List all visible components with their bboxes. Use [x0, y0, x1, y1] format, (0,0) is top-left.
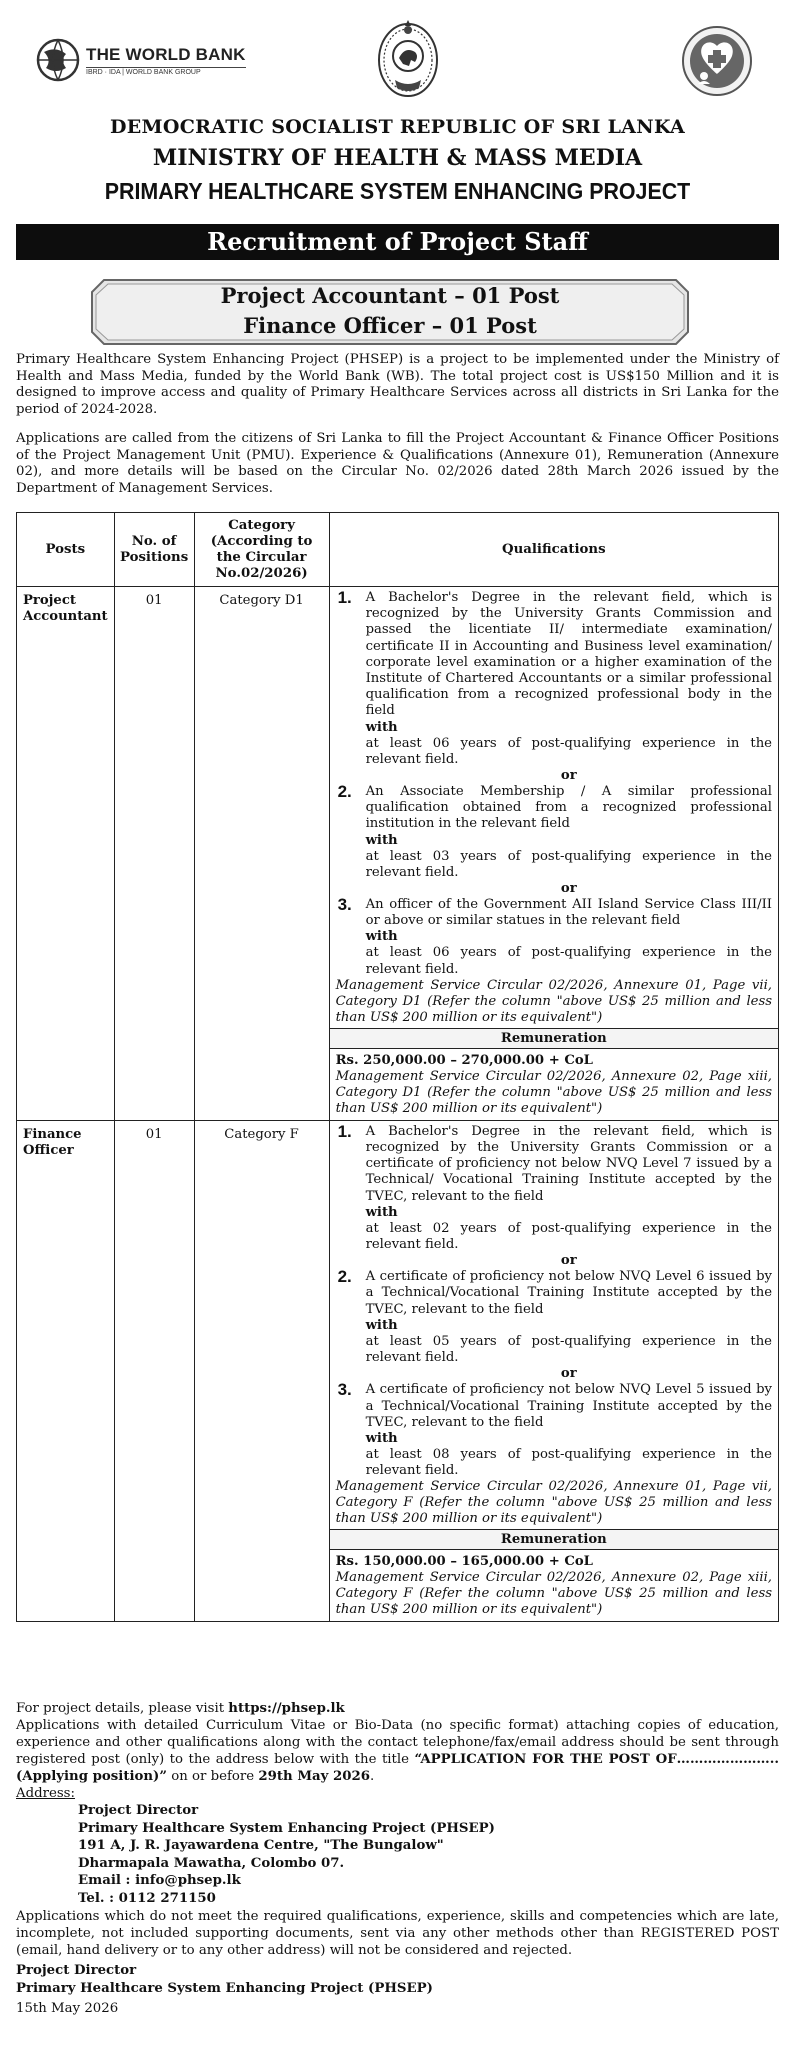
address-label: Address:	[16, 1786, 75, 1801]
table-header-row	[17, 513, 779, 587]
remuneration-circular: Management Service Circular 02/2026, Annexure 02, Page xiii, Category F (Refer the column "above US$ 25 million and less than US$ 200 million or its equivalent")	[335, 1570, 772, 1618]
with-label: with	[365, 1430, 398, 1446]
circular-reference: Management Service Circular 02/2026, Annexure 01, Page vii, Category F (Refer the column "above US$ 25 million and less than US$ 200 million or its equivalent")	[335, 1479, 772, 1527]
category: Category D1	[194, 587, 329, 1121]
post-accountant-title: Project Accountant – 01 Post	[220, 283, 560, 308]
signatory-org: Primary Healthcare System Enhancing Project (PHSEP)	[16, 1980, 433, 1996]
with-label: with	[365, 719, 398, 735]
post-finance-title: Finance Officer – 01 Post	[243, 313, 537, 338]
project-website-link[interactable]: https://phsep.lk	[228, 1701, 345, 1716]
world-bank-subtitle: IBRD · IDA | WORLD BANK GROUP	[86, 67, 246, 76]
header-posts: Posts	[17, 513, 115, 587]
experience-text: at least 06 years of post-qualifying experience in the relevant field.	[365, 735, 772, 767]
or-label: or	[560, 1253, 577, 1269]
intro-paragraph-1: Primary Healthcare System Enhancing Project (PHSEP) is a project to be implemented under the Ministry of Health and Mass Media, funded by the World Bank (WB). The total project cost is US$150 Million and it is designed to improve access and quality of Primary Healthcare Services across all districts in Sri Lanka for the period of 2024-2028.	[16, 352, 779, 417]
experience-text: at least 02 years of post-qualifying experience in the relevant field.	[365, 1220, 772, 1253]
sri-lanka-emblem-icon	[375, 16, 441, 100]
post-name: Project Accountant	[17, 587, 115, 1121]
qualification-item: 1. A Bachelor's Degree in the relevant field, which is recognized by the University Grants Commission and passed the licentiate II/ intermediate examination/ certificate II in Accounting and Business level examination/ corporate level examination or a higher examination of the Institute of Chartered Accountants or a similar professional qualification from a recognized professional body in the field	[337, 588, 772, 719]
with-label: with	[365, 1317, 398, 1333]
header-category: Category (According to the Circular No.02/2026)	[194, 513, 329, 587]
or-label: or	[560, 768, 577, 784]
world-bank-title: THE WORLD BANK	[86, 44, 246, 64]
post-name: Finance Officer	[17, 1120, 115, 1621]
intro-paragraph-2: Applications are called from the citizens of Sri Lanka to fill the Project Accountant & Finance Officer Positions of the Project Management Unit (PMU). Experience & Qualifications (Annexure 01), Remuneration (Annexure 02), and more details will be based on the Circular No. 02/2026 dated 28th March 2026 issued by the Department of Management Services.	[16, 431, 779, 496]
experience-text: at least 05 years of post-qualifying experience in the relevant field.	[365, 1333, 772, 1366]
address-line: 191 A, J. R. Jayawardena Centre, "The Bungalow"	[78, 1838, 444, 1854]
rejection-notice: Applications which do not meet the required qualifications, experience, skills and competencies which are late, incomplete, not included supporting documents, sent via any other methods other than REGISTERED POST (email, hand delivery or to any other address) will not be considered and rejected.	[16, 1908, 779, 1958]
phsep-logo-icon	[680, 24, 754, 98]
qualification-item: 2. A certificate of proficiency not below NVQ Level 6 issued by a Technical/Vocational Training Institute accepted by the TVEC, relevant to the field	[337, 1267, 772, 1317]
circular-reference: Management Service Circular 02/2026, Annexure 01, Page vii, Category D1 (Refer the column "above US$ 25 million and less than US$ 200 million or its equivalent")	[335, 977, 772, 1025]
or-label: or	[560, 1366, 577, 1382]
remuneration-label: Remuneration	[330, 1529, 778, 1550]
qualification-item: 2. An Associate Membership / A similar professional qualification obtained from a recognized professional institution in the relevant field	[337, 782, 772, 832]
logo-bar	[0, 0, 795, 110]
address-email[interactable]: Email : info@phsep.lk	[78, 1873, 241, 1889]
address-line: Dharmapala Mawatha, Colombo 07.	[78, 1855, 345, 1871]
world-bank-globe-icon	[36, 38, 80, 82]
application-instructions: Applications with detailed Curriculum Vitae or Bio-Data (no specific format) attaching copies of education, experience and other qualifications along with the contact telephone/fax/email address should be sent through registered post (only) to the address below with the title “APPLICATION FOR THE POST OF………………….. (Applying position)” on or before 29th May 2026.	[16, 1718, 779, 1784]
remuneration-value: Rs. 150,000.00 – 165,000.00 + CoL	[335, 1554, 593, 1570]
qualifications-cell	[329, 587, 778, 1121]
address-phone: Tel. : 0112 271150	[78, 1890, 216, 1906]
positions-count: 01	[114, 587, 194, 1121]
project-heading: PRIMARY HEALTHCARE SYSTEM ENHANCING PROJECT	[104, 178, 691, 204]
remuneration-value: Rs. 250,000.00 – 270,000.00 + CoL	[335, 1052, 593, 1068]
qualification-item: 3. A certificate of proficiency not below NVQ Level 5 issued by a Technical/Vocational Training Institute accepted by the TVEC, relevant to the field	[337, 1380, 772, 1430]
ministry-heading: MINISTRY OF HEALTH & MASS MEDIA	[152, 145, 643, 171]
remuneration-label: Remuneration	[330, 1028, 778, 1049]
with-label: with	[365, 1204, 398, 1220]
table-row	[17, 1120, 779, 1621]
qualification-item: 3. An officer of the Government AII Island Service Class III/II or above or similar statues in the relevant field	[337, 895, 772, 929]
project-details-line: For project details, please visit https://phsep.lk	[16, 1701, 345, 1716]
address-line: Project Director	[78, 1803, 199, 1818]
with-label: with	[365, 929, 398, 945]
category: Category F	[194, 1120, 329, 1621]
table-row	[17, 587, 779, 1121]
notice-date: 15th May 2026	[16, 2000, 119, 2016]
remuneration-circular: Management Service Circular 02/2026, Annexure 02, Page xiii, Category D1 (Refer the column "above US$ 25 million and less than US$ 200 million or its equivalent")	[335, 1068, 772, 1116]
footer	[16, 1700, 779, 2017]
postal-address	[16, 1802, 779, 1908]
qualifications-cell	[329, 1120, 778, 1621]
qualification-item: 1. A Bachelor's Degree in the relevant field, which is recognized by the University Grants Commission or a certificate of proficiency not below NVQ Level 7 issued by a Technical/ Vocational Training Institute accepted by the TVEC, relevant to the field	[337, 1121, 772, 1204]
header-positions: No. of Positions	[114, 513, 194, 587]
address-line: Primary Healthcare System Enhancing Project (PHSEP)	[78, 1820, 495, 1836]
qualifications-table	[16, 512, 779, 1622]
header-qualifications: Qualifications	[329, 513, 778, 587]
or-label: or	[560, 881, 577, 897]
experience-text: at least 03 years of post-qualifying experience in the relevant field.	[365, 848, 772, 880]
experience-text: at least 08 years of post-qualifying experience in the relevant field.	[365, 1446, 772, 1479]
country-heading: DEMOCRATIC SOCIALIST REPUBLIC OF SRI LANKA	[109, 116, 686, 138]
world-bank-logo	[36, 32, 258, 88]
recruitment-banner: Recruitment of Project Staff	[16, 224, 779, 260]
application-title: “APPLICATION FOR THE POST OF………………….. (Applying position)”	[16, 1752, 779, 1784]
posts-box	[90, 278, 690, 346]
application-deadline: 29th May 2026	[258, 1769, 371, 1784]
signatory-title: Project Director	[16, 1962, 137, 1978]
experience-text: at least 06 years of post-qualifying experience in the relevant field.	[365, 945, 772, 977]
with-label: with	[365, 832, 398, 848]
positions-count: 01	[114, 1120, 194, 1621]
